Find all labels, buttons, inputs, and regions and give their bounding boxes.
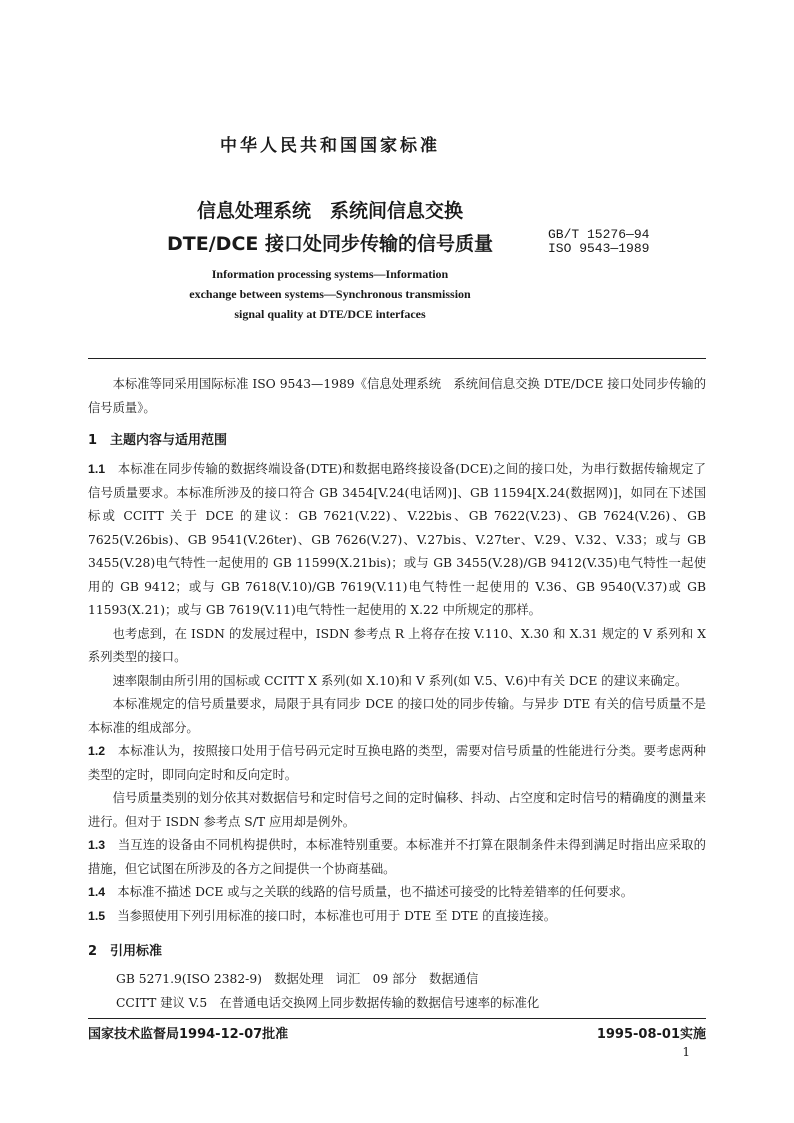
title-en: [60, 264, 600, 324]
title-en-line2: exchange between systems—Synchronous transmission: [189, 287, 471, 301]
footer-divider: [88, 1018, 706, 1019]
clause-1-4-number: 1.4: [88, 885, 106, 899]
clause-1-5-number: 1.5: [88, 908, 106, 923]
clause-1-1-number: 1.1: [88, 462, 106, 476]
clause-1-1-para-d: 本标准规定的信号质量要求，局限于具有同步 DCE 的接口处的同步传输。与异步 DTE 有关的信号质量不是本标准的组成部分。: [88, 697, 706, 735]
clause-1-2-text: 本标准认为，按照接口处用于信号码元定时互换电路的类型，需要对信号质量的性能进行分类。要考虑两种类型的定时，即同向定时和反向定时。: [88, 744, 706, 782]
clause-1-3-text: 当互连的设备由不同机构提供时，本标准特别重要。本标准并不打算在限制条件未得到满足时指出应采取的措施，但它试图在所涉及的各方之间提供一个协商基础。: [88, 838, 706, 876]
national-standard-heading: 中华人民共和国国家标准: [220, 136, 440, 156]
intro-paragraph: 本标准等同采用国际标准 ISO 9543—1989《信息处理系统 系统间信息交换 DTE/DCE 接口处同步传输的信号质量》。: [88, 377, 706, 415]
section1-body: [88, 458, 706, 928]
header-divider: [88, 358, 706, 359]
reference-item-1: GB 5271.9(ISO 2382-9) 数据处理 词汇 09 部分 数据通信: [116, 972, 479, 986]
clause-1-1: [88, 458, 706, 623]
clause-1-5-text: 当参照使用下列引用标准的接口时，本标准也可用于 DTE 至 DTE 的直接连接。: [117, 908, 557, 923]
clause-1-3: [88, 834, 706, 881]
std-number-gb: GB/T 15276—94: [548, 227, 650, 242]
approval-date: 国家技术监督局1994-12-07批准: [88, 1027, 289, 1042]
clause-1-2-para-b: 信号质量类别的划分依其对数据信号和定时信号之间的定时偏移、抖动、占空度和定时信号的精确度的测量来进行。但对于 ISDN 参考点 S/T 应用却是例外。: [88, 791, 706, 829]
standard-number: [548, 228, 649, 256]
clause-1-2: [88, 740, 706, 787]
clause-1-1-text: 本标准在同步传输的数据终端设备(DTE)和数据电路终接设备(DCE)之间的接口处，为串行数据传输规定了信号质量要求。本标准所涉及的接口符合 GB 3454[V.24(电话网)]、GB 11594[X.24(数据网)]，如同在下述国标或 CCITT 关于 DCE 的建议：GB 7621(V.22)、V.22bis、GB 7622(V.23)、GB 7624(V.26)、GB 7625(V.26bis)、GB 9541(V.26ter)、GB 7626(V.27)、V.27bis、V.27ter、V.29、V.32、V.33；或与 GB 3455(V.28)电气特性一起使用的 GB 11599(X.21bis)；或与 GB 3455(V.28)/GB 9412(V.35)电气特性一起使用的 GB 9412；或与 GB 7618(V.10)/GB 7619(V.11)电气特性一起使用的 V.36、GB 9540(V.37)或 GB 11593(X.21)；或与 GB 7619(V.11)电气特性一起使用的 X.22 中所规定的那样。: [88, 462, 706, 617]
page-number: 1: [682, 1045, 690, 1059]
clause-1-1-para-c: 速率限制由所引用的国标或 CCITT X 系列(如 X.10)和 V 系列(如 V.5、V.6)中有关 DCE 的建议来确定。: [112, 673, 688, 688]
reference-item-2: CCITT 建议 V.5 在普通电话交换网上同步数据传输的数据信号速率的标准化: [116, 996, 540, 1010]
clause-1-5: [88, 905, 706, 929]
clause-1-4-text: 本标准不描述 DCE 或与之关联的线路的信号质量，也不描述可接受的比特差错率的任何要求。: [117, 885, 634, 899]
clause-1-3-number: 1.3: [88, 838, 106, 852]
clause-1-2-number: 1.2: [88, 744, 106, 758]
clause-1-1-para-b: 也考虑到，在 ISDN 的发展过程中，ISDN 参考点 R 上将存在按 V.110、X.30 和 X.31 规定的 V 系列和 X 系列类型的接口。: [88, 626, 706, 664]
section2-heading: 2 引用标准: [88, 944, 163, 959]
effective-date: 1995-08-01实施: [596, 1027, 706, 1042]
title-en-line1: Information processing systems—Information: [211, 267, 449, 281]
section1-heading: 1 主题内容与适用范围: [88, 433, 228, 448]
clause-1-4: [88, 881, 706, 905]
title-cn-line2: DTE/DCE 接口处同步传输的信号质量: [167, 233, 493, 255]
title-en-line3: signal quality at DTE/DCE interfaces: [234, 307, 426, 321]
title-cn-line1: 信息处理系统 系统间信息交换: [196, 200, 463, 222]
std-number-iso: ISO 9543—1989: [548, 241, 650, 256]
